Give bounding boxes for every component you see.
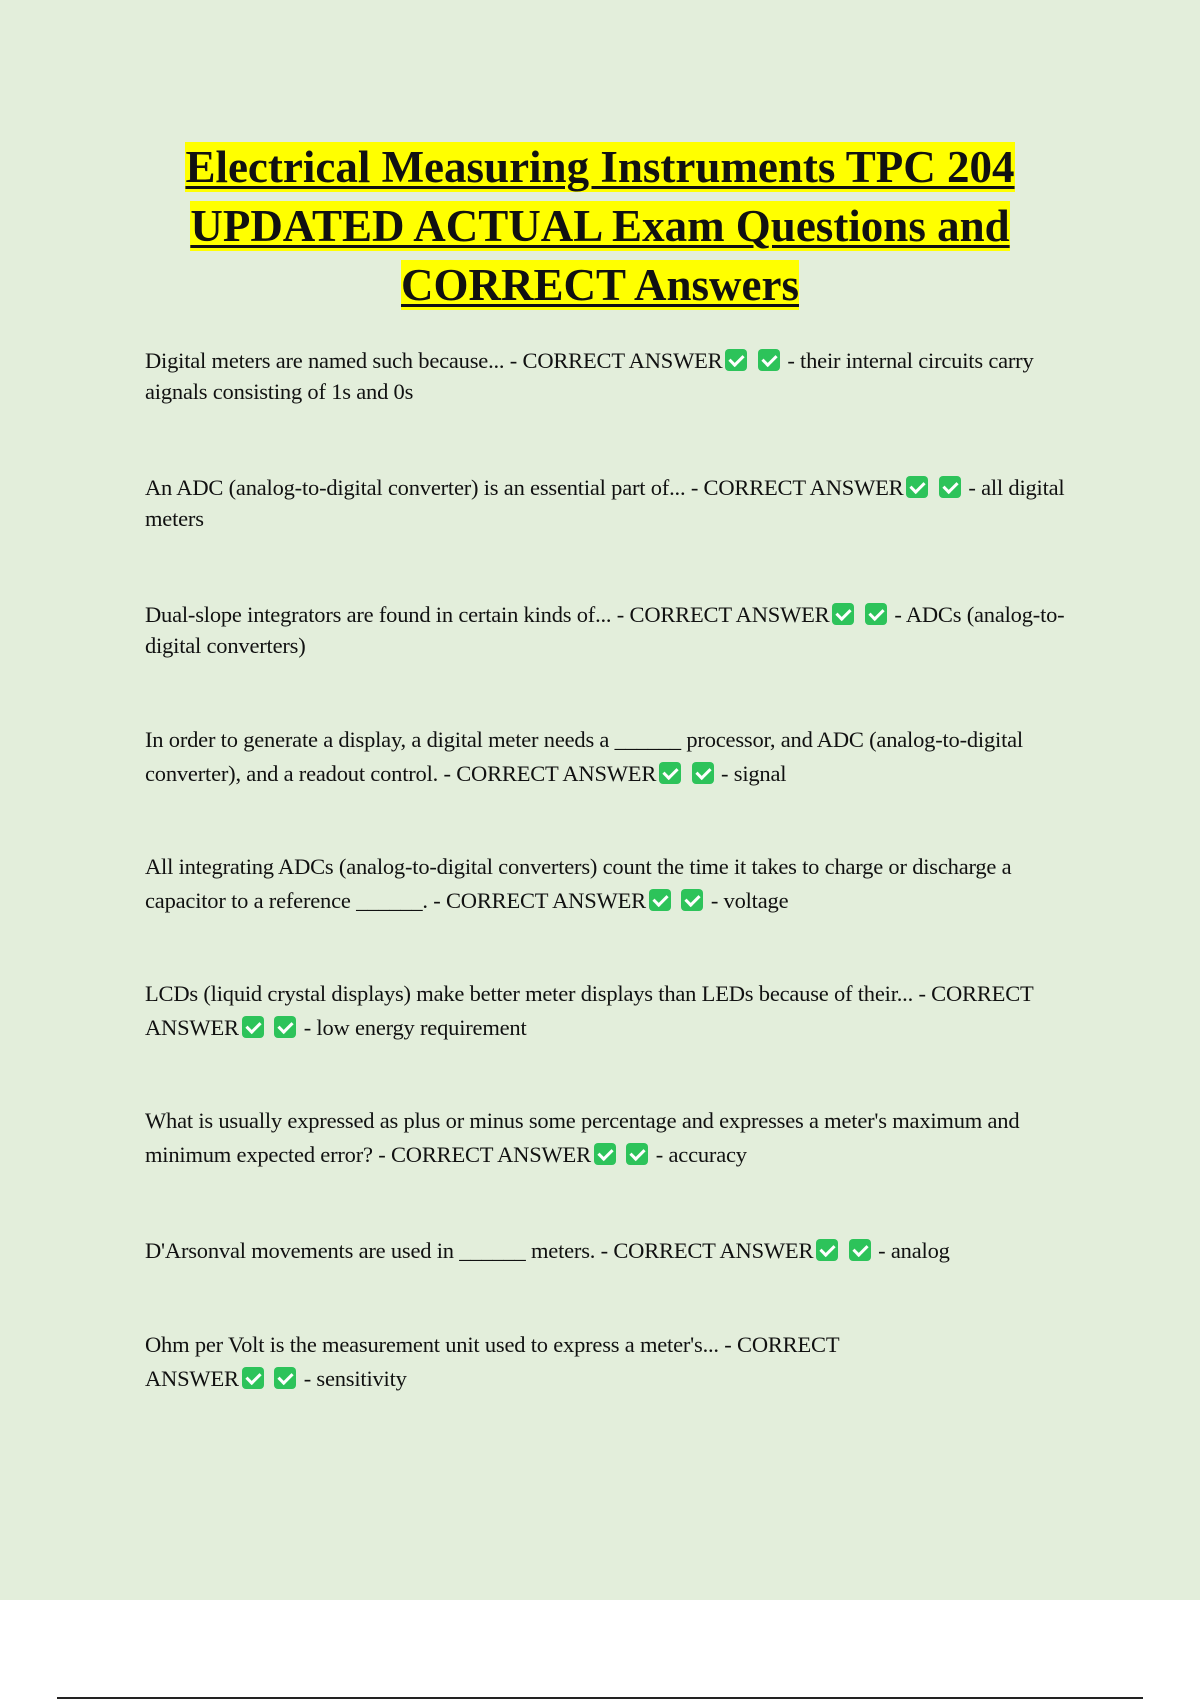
answer-text: - accuracy (655, 1142, 747, 1167)
check-mark-icon (939, 476, 961, 498)
answer-text: - ADCs (analog-to-digital converters) (145, 602, 1065, 658)
title-line-2: UPDATED ACTUAL Exam Questions and (190, 201, 1010, 251)
qa-item (145, 723, 1095, 791)
question-text: In order to generate a display, a digital meter needs a ______ processor, and ADC (analog-to-digital converter), and a readout control. (145, 727, 1023, 786)
answer-text: - their internal circuits carry aignals consisting of 1s and 0s (145, 348, 1034, 404)
question-text: An ADC (analog-to-digital converter) is an essential part of... (145, 475, 686, 500)
answer-text: - low energy requirement (303, 1015, 527, 1040)
answer-marker: - CORRECT ANSWER (509, 348, 723, 373)
question-text: LCDs (liquid crystal displays) make better meter displays than LEDs because of their... (145, 981, 914, 1006)
check-mark-icon (659, 762, 681, 784)
check-mark-icon (725, 349, 747, 371)
answer-text: - all digital meters (145, 475, 1065, 531)
answer-text: - signal (721, 761, 787, 786)
answer-marker: - CORRECT ANSWER (616, 602, 830, 627)
question-text: Digital meters are named such because... (145, 348, 505, 373)
qa-item (145, 345, 1095, 407)
check-mark-icon (681, 889, 703, 911)
answer-marker: - CORRECT ANSWER (690, 475, 904, 500)
title-line-1: Electrical Measuring Instruments TPC 204 (185, 142, 1015, 192)
qa-item (145, 1235, 1095, 1266)
question-text: Dual-slope integrators are found in certain kinds of... (145, 602, 612, 627)
qa-item (145, 850, 1095, 918)
check-mark-icon (832, 603, 854, 625)
check-mark-icon (594, 1143, 616, 1165)
question-text: What is usually expressed as plus or minus some percentage and expresses a meter's maximum and minimum expected error? (145, 1108, 1020, 1167)
check-mark-icon (758, 349, 780, 371)
check-mark-icon (626, 1143, 648, 1165)
check-mark-icon (692, 762, 714, 784)
question-text: D'Arsonval movements are used in ______ meters. (145, 1238, 596, 1263)
answer-marker: ANSWER (145, 1366, 239, 1391)
qa-item (145, 599, 1095, 661)
answer-text: - sensitivity (303, 1366, 407, 1391)
check-mark-icon (274, 1367, 296, 1389)
answer-marker: - CORRECT (724, 1332, 840, 1357)
answer-text: - voltage (710, 888, 789, 913)
answer-marker: - CORRECT ANSWER (145, 981, 1034, 1040)
qa-item (145, 472, 1095, 534)
answer-marker: - CORRECT ANSWER (378, 1142, 591, 1167)
check-mark-icon (242, 1367, 264, 1389)
answer-text: - analog (878, 1238, 950, 1263)
answer-marker: - CORRECT ANSWER (600, 1238, 814, 1263)
check-mark-icon (849, 1239, 871, 1261)
qa-item (145, 977, 1095, 1045)
answer-marker: - CORRECT ANSWER (433, 888, 646, 913)
footer-divider (57, 1697, 1143, 1699)
title-line-3: CORRECT Answers (401, 260, 799, 310)
answer-marker: - CORRECT ANSWER (443, 761, 657, 786)
check-mark-icon (906, 476, 928, 498)
question-text: Ohm per Volt is the measurement unit used to express a meter's... (145, 1332, 719, 1357)
check-mark-icon (649, 889, 671, 911)
document-title (120, 138, 1080, 315)
qa-item (145, 1328, 1095, 1396)
check-mark-icon (274, 1016, 296, 1038)
question-text: All integrating ADCs (analog-to-digital converters) count the time it takes to charge or discharge a capacitor to a reference ______. (145, 854, 1012, 913)
check-mark-icon (242, 1016, 264, 1038)
qa-item (145, 1104, 1095, 1172)
check-mark-icon (865, 603, 887, 625)
check-mark-icon (816, 1239, 838, 1261)
